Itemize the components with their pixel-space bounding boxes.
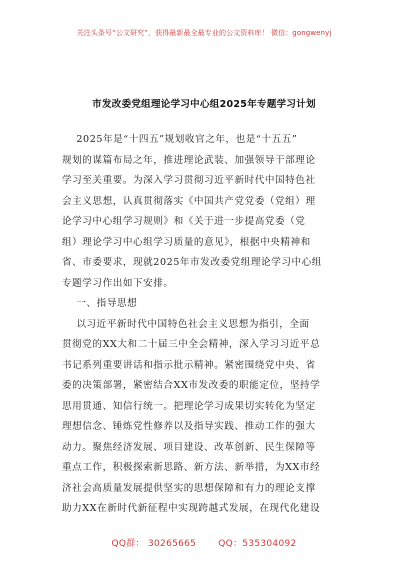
qq-number: QQ：535304092 — [218, 539, 297, 549]
text-line: 规划的谋篇布局之年，推进理论武装、加强领导干部理论 — [62, 154, 316, 166]
text-line: 会主义思想，认真贯彻落实《中国共产党党委（党组）理 — [62, 195, 316, 207]
text-line: 委的决策部署，紧密结合XX市发改委的职能定位，坚持学 — [62, 380, 321, 391]
text-line: 论学习中心组学习规则》和《关于进一步提高党委（党 — [62, 216, 306, 227]
text-line: 学习至关重要。为深入学习贯彻习近平新时代中国特色社 — [62, 175, 316, 186]
paragraph-guiding-ideology — [62, 315, 352, 520]
document-body — [62, 130, 352, 520]
text-line: 助力XX在新时代新征程中实现跨越式发展，在现代化建设 — [62, 503, 321, 514]
text-line: 思用贯通、知信行统一。把理论学习成果切实转化为坚定 — [62, 400, 316, 412]
text-line: 书记系列重要讲话和指示批示精神。紧密围绕党中央、省 — [62, 359, 316, 371]
text-line: 理想信念、锤炼党性修养以及指导实践、推动工作的强大 — [62, 421, 316, 432]
text-line: 贯彻党的XX大和二十届三中全会精神，深入学习习近平总 — [62, 339, 321, 350]
qq-group-number: QQ群： 30265665 — [111, 539, 197, 549]
text-line: 2025年是“十四五”规划收官之年，也是“十五五” — [62, 134, 298, 145]
paragraph-intro — [62, 130, 352, 294]
contact-footer — [0, 536, 408, 549]
text-line: 组）理论学习中心组学习质量的意见》，根据中央精神和 — [62, 236, 311, 248]
text-line: 动力。聚焦经济发展、项目建设、改革创新、民生保障等 — [62, 441, 316, 453]
section-heading-guiding-ideology: 一、指导思想 — [62, 298, 138, 309]
text-line: 以习近平新时代中国特色社会主义思想为指引，全面 — [62, 318, 310, 330]
promo-banner: 关注头条号“公文研究”，获得最新最全最专业的公文资料库！ 微信：gongwenyj — [76, 29, 332, 37]
text-line: 省、市委要求，现就2025年市发改委党组理论学习中心组 — [62, 257, 322, 268]
text-line: 专题学习作出如下安排。 — [62, 277, 174, 289]
text-line: 济社会高质量发展提供坚实的思想保障和有力的理论支撑 — [62, 482, 316, 494]
text-line: 重点工作，积极探索新思路、新方法、新举措，为XX市经 — [62, 462, 321, 473]
document-title: 市发改委党组理论学习中心组2025年专题学习计划 — [92, 99, 316, 110]
